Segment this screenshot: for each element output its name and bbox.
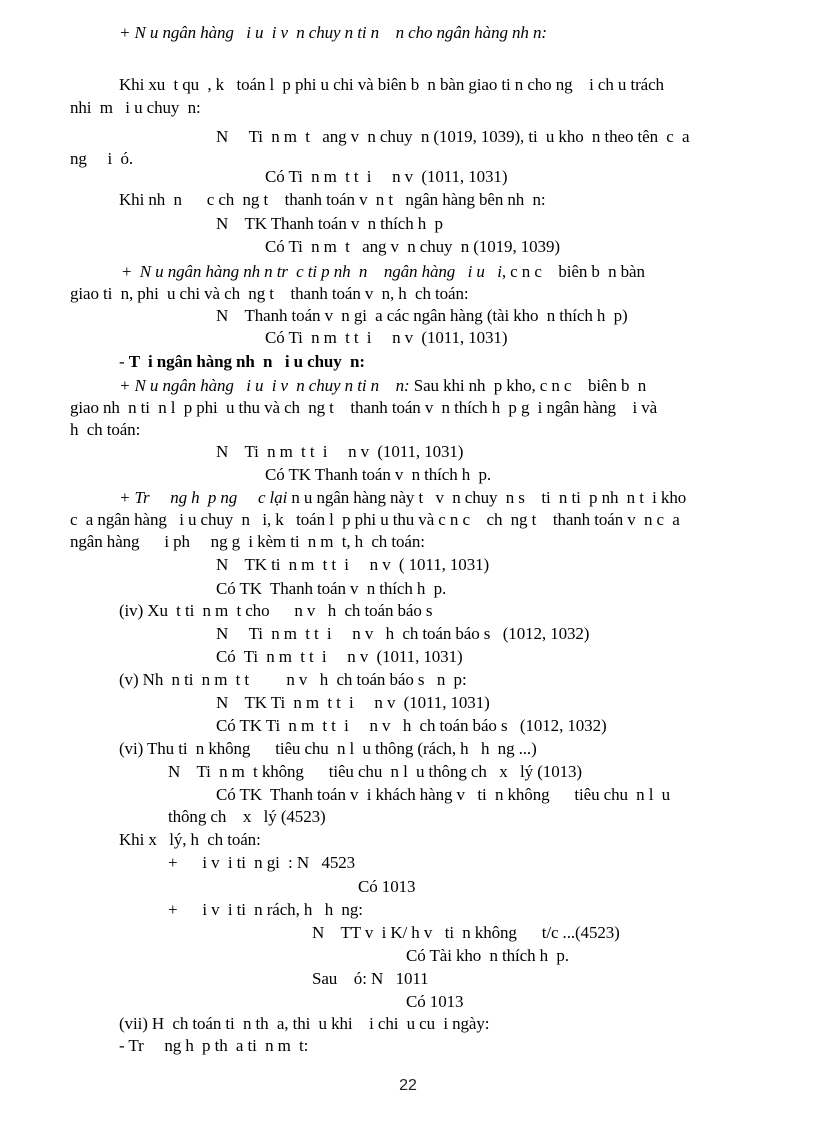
line-10	[122, 261, 645, 283]
line-run: N Ti n m t không tiêu chu n l u thông ch x lý (1013)	[168, 762, 582, 781]
line-run: Có Ti n m t t i n v (1011, 1031)	[265, 328, 508, 347]
line-18	[216, 441, 463, 463]
line-run: N Thanh toán v n gi a các ngân hàng (tài kho n thích h p)	[216, 306, 628, 325]
line-11	[70, 283, 469, 305]
line-run: Có Ti n m t t i n v (1011, 1031)	[216, 647, 463, 666]
line-05	[70, 148, 133, 170]
line-38	[168, 899, 363, 921]
line-43	[119, 1013, 489, 1035]
line-23	[216, 554, 489, 576]
line-run: Sau ó: N 1011	[312, 969, 429, 988]
line-run: + i v i ti n gi : N 4523	[168, 853, 356, 872]
line-32	[168, 761, 582, 783]
line-12	[216, 305, 628, 327]
line-run: Có TK Thanh toán v n thích h p.	[216, 579, 447, 598]
line-run: N Ti n m t t i n v (1011, 1031)	[216, 442, 464, 461]
line-09	[265, 236, 560, 258]
line-run: N u ngân hàng nh n tr c ti p nh n ngân hàng i u i	[139, 262, 502, 281]
line-35	[119, 829, 261, 851]
line-24	[216, 578, 446, 600]
line-13	[265, 327, 507, 349]
line-03	[70, 97, 201, 119]
line-06	[265, 166, 507, 188]
line-run: nhi m i u chuy n:	[70, 98, 201, 117]
line-27	[216, 646, 463, 668]
line-16	[70, 397, 657, 419]
line-run: giao ti n, phi u chi và ch ng t thanh toán v n, h ch toán:	[70, 284, 469, 303]
line-run: h ch toán:	[70, 420, 141, 439]
line-run: ng i ó.	[70, 149, 134, 168]
line-run: + N u ngân hàng i u i v n chuy n ti n n cho ngân hàng nh n:	[119, 23, 547, 42]
line-run: N Ti n m t ang v n chuy n (1019, 1039), ti u kho n theo tên c a	[216, 127, 690, 146]
line-20	[119, 487, 686, 509]
line-42	[406, 991, 463, 1013]
line-run: (v) Nh n ti n m t t n v h ch toán báo s n p:	[119, 670, 467, 689]
line-run: N TK ti n m t t i n v ( 1011, 1031)	[216, 555, 490, 574]
line-17	[70, 419, 140, 441]
line-26	[216, 623, 589, 645]
line-39	[312, 922, 620, 944]
line-run: T i ngân hàng nh n i u chuy n:	[128, 352, 365, 371]
line-40	[406, 945, 569, 967]
line-run: , c n c biên b n bàn	[501, 262, 645, 281]
line-14	[119, 351, 365, 373]
line-07	[119, 189, 546, 211]
line-04	[216, 126, 689, 148]
line-44	[119, 1035, 308, 1057]
line-08	[216, 213, 443, 235]
line-run: Sau khi nh p kho, c n c biên b n	[409, 376, 647, 395]
line-run: Có TK Ti n m t t i n v h ch toán báo s (1012, 1032)	[216, 716, 607, 735]
line-21	[70, 509, 680, 531]
page-number: 22	[399, 1077, 417, 1094]
line-run: Khi nh n c ch ng t thanh toán v n t ngân hàng bên nh n:	[119, 190, 546, 209]
line-29	[216, 692, 490, 714]
line-run: Có Ti n m t t i n v (1011, 1031)	[265, 167, 508, 186]
line-run: Khi x lý, h ch toán:	[119, 830, 261, 849]
line-37	[358, 876, 415, 898]
line-28	[119, 669, 467, 691]
line-30	[216, 715, 607, 737]
line-19	[265, 464, 491, 486]
line-36	[168, 852, 355, 874]
line-run: Khi xu t qu , k toán l p phi u chi và biên b n bàn giao ti n cho ng i ch u trách	[119, 75, 664, 94]
line-run: (vi) Thu ti n không tiêu chu n l u thông (rách, h h ng ...)	[119, 739, 537, 758]
line-run: +	[122, 262, 140, 281]
line-run: ngân hàng i ph ng g i kèm ti n m t, h ch toán:	[70, 532, 425, 551]
line-25	[119, 600, 432, 622]
line-run: (vii) H ch toán ti n th a, thi u khi i chi u cu i ngày:	[119, 1014, 490, 1033]
line-41	[312, 968, 429, 990]
line-run: Có Tài kho n thích h p.	[406, 946, 569, 965]
line-run: -	[119, 352, 129, 371]
line-run: - Tr ng h p th a ti n m t:	[119, 1036, 309, 1055]
line-run: Có Ti n m t ang v n chuy n (1019, 1039)	[265, 237, 560, 256]
line-run: N Ti n m t t i n v h ch toán báo s (1012, 1032)	[216, 624, 590, 643]
line-34	[168, 806, 326, 828]
line-run: Có 1013	[406, 992, 464, 1011]
line-run: + N u ngân hàng i u i v n chuy n ti n n:	[119, 376, 410, 395]
line-02	[119, 74, 664, 96]
line-run: giao nh n ti n l p phi u thu và ch ng t thanh toán v n thích h p g i ngân hàng i và	[70, 398, 658, 417]
line-run: thông ch x lý (4523)	[168, 807, 326, 826]
line-33	[216, 784, 670, 806]
line-22	[70, 531, 425, 553]
line-15	[119, 375, 646, 397]
line-run: N TT v i K/ h v ti n không t/c ...(4523)	[312, 923, 620, 942]
line-run: Có TK Thanh toán v n thích h p.	[265, 465, 492, 484]
line-run: c a ngân hàng i u chuy n i, k toán l p phi u thu và c n c ch ng t thanh toán v n c a	[70, 510, 680, 529]
line-run: N TK Thanh toán v n thích h p	[216, 214, 443, 233]
line-run: + Tr ng h p ng c lại	[119, 488, 288, 507]
line-run: Có 1013	[358, 877, 416, 896]
line-run: (iv) Xu t ti n m t cho n v h ch toán báo s	[119, 601, 433, 620]
line-run: + i v i ti n rách, h h ng:	[168, 900, 363, 919]
line-run: Có TK Thanh toán v i khách hàng v ti n không tiêu chu n l u	[216, 785, 671, 804]
line-01	[119, 22, 547, 44]
line-run: n u ngân hàng này t v n chuy n s ti n ti p nh n t i kho	[287, 488, 687, 507]
line-31	[119, 738, 537, 760]
line-run: N TK Ti n m t t i n v (1011, 1031)	[216, 693, 490, 712]
